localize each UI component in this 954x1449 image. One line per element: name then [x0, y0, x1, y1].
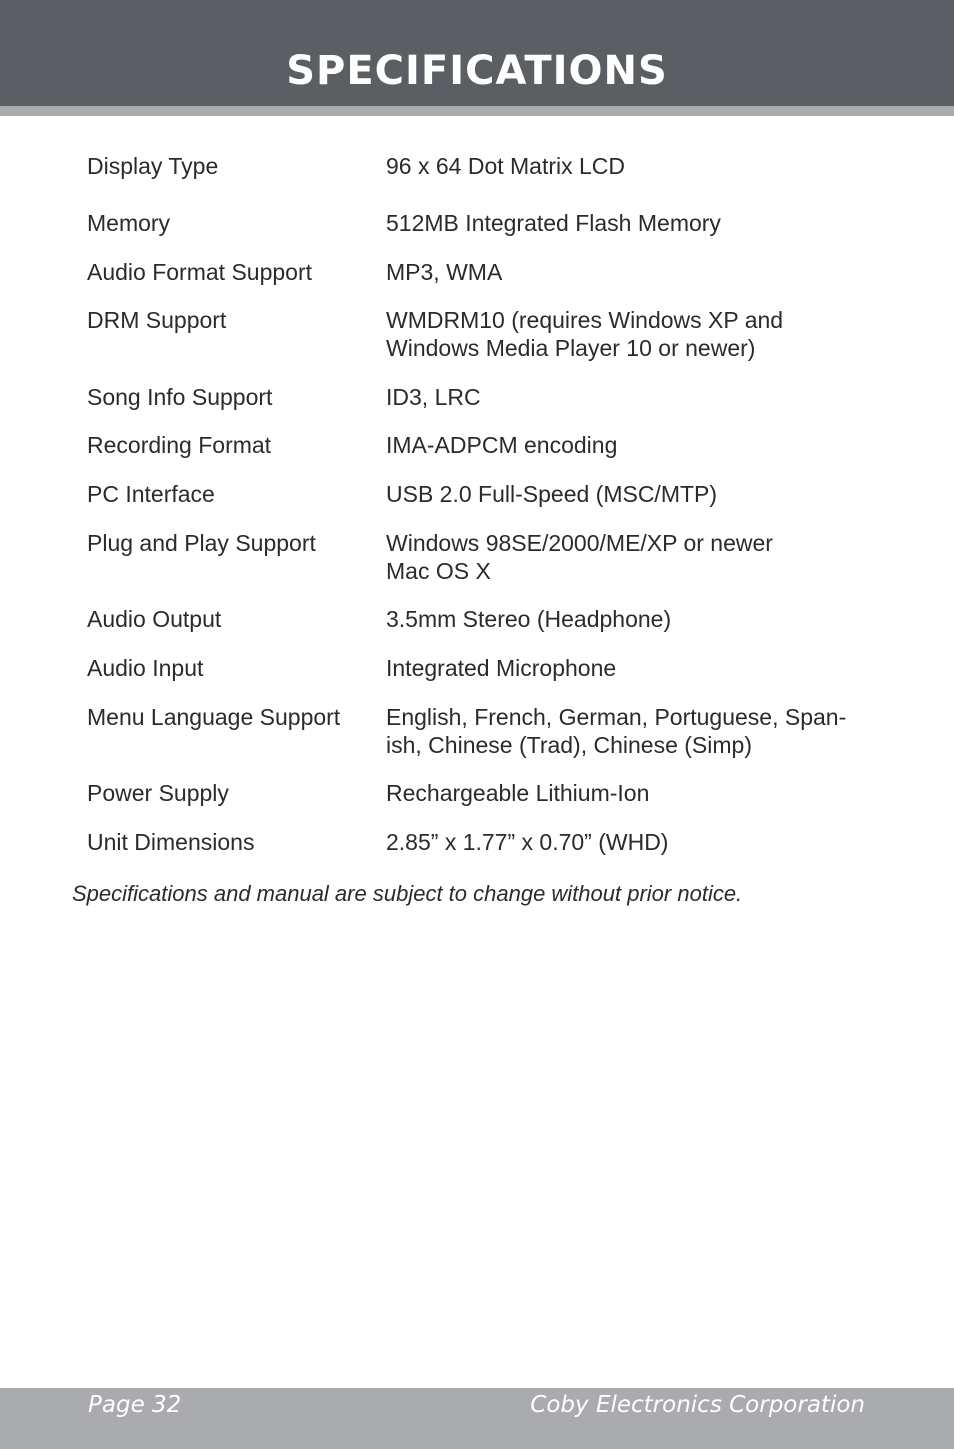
- change-notice: Specifications and manual are subject to change without prior notice.: [72, 881, 743, 906]
- spec-label: Display Type: [87, 153, 219, 179]
- spec-value-line: 3.5mm Stereo (Headphone): [386, 606, 672, 632]
- spec-value-line: 96 x 64 Dot Matrix LCD: [386, 153, 626, 179]
- spec-value: [386, 703, 886, 759]
- spec-value: [386, 605, 886, 633]
- spec-label: Unit Dimensions: [87, 829, 255, 855]
- spec-value-line: IMA-ADPCM encoding: [386, 432, 618, 458]
- spec-value-line: Windows Media Player 10 or newer): [386, 335, 756, 361]
- spec-value: [386, 828, 886, 856]
- spec-label: DRM Support: [87, 307, 227, 333]
- spec-value-line: 512MB Integrated Flash Memory: [386, 210, 721, 236]
- spec-value-line: 2.85” x 1.77” x 0.70” (WHD): [386, 829, 669, 855]
- spec-value: [386, 258, 886, 286]
- spec-value-line: ID3, LRC: [386, 384, 481, 410]
- spec-label: Recording Format: [87, 432, 272, 458]
- spec-value-line: Mac OS X: [386, 558, 491, 584]
- spec-label: Audio Input: [87, 655, 204, 681]
- spec-value-line: ish, Chinese (Trad), Chinese (Simp): [386, 732, 752, 758]
- page-title: SPECIFICATIONS: [286, 48, 668, 94]
- spec-value: [386, 779, 886, 807]
- footer-page-number: Page 32: [88, 1392, 182, 1418]
- spec-label: Menu Language Support: [87, 704, 341, 730]
- spec-label: Audio Output: [87, 606, 222, 632]
- spec-value: [386, 529, 886, 585]
- spec-label: Memory: [87, 210, 171, 236]
- spec-value: [386, 152, 886, 180]
- header-accent-strip: [0, 106, 954, 116]
- spec-value-line: USB 2.0 Full-Speed (MSC/MTP): [386, 481, 718, 507]
- spec-label: Song Info Support: [87, 384, 273, 410]
- spec-value: [386, 654, 886, 682]
- spec-label: Audio Format Support: [87, 259, 313, 285]
- spec-label: Power Supply: [87, 780, 229, 806]
- spec-value-line: Rechargeable Lithium-Ion: [386, 780, 650, 806]
- spec-value: [386, 306, 886, 362]
- spec-value-line: Windows 98SE/2000/ME/XP or newer: [386, 530, 773, 556]
- spec-value-line: WMDRM10 (requires Windows XP and: [386, 307, 784, 333]
- spec-label: PC Interface: [87, 481, 215, 507]
- spec-value: [386, 383, 886, 411]
- spec-value: [386, 480, 886, 508]
- spec-value: [386, 431, 886, 459]
- spec-label: Plug and Play Support: [87, 530, 316, 556]
- spec-value-line: Integrated Microphone: [386, 655, 617, 681]
- spec-value-line: MP3, WMA: [386, 259, 503, 285]
- spec-value-line: English, French, German, Portuguese, Span-: [386, 704, 847, 730]
- spec-value: [386, 209, 886, 237]
- footer-company-name: Coby Electronics Corporation: [530, 1392, 865, 1418]
